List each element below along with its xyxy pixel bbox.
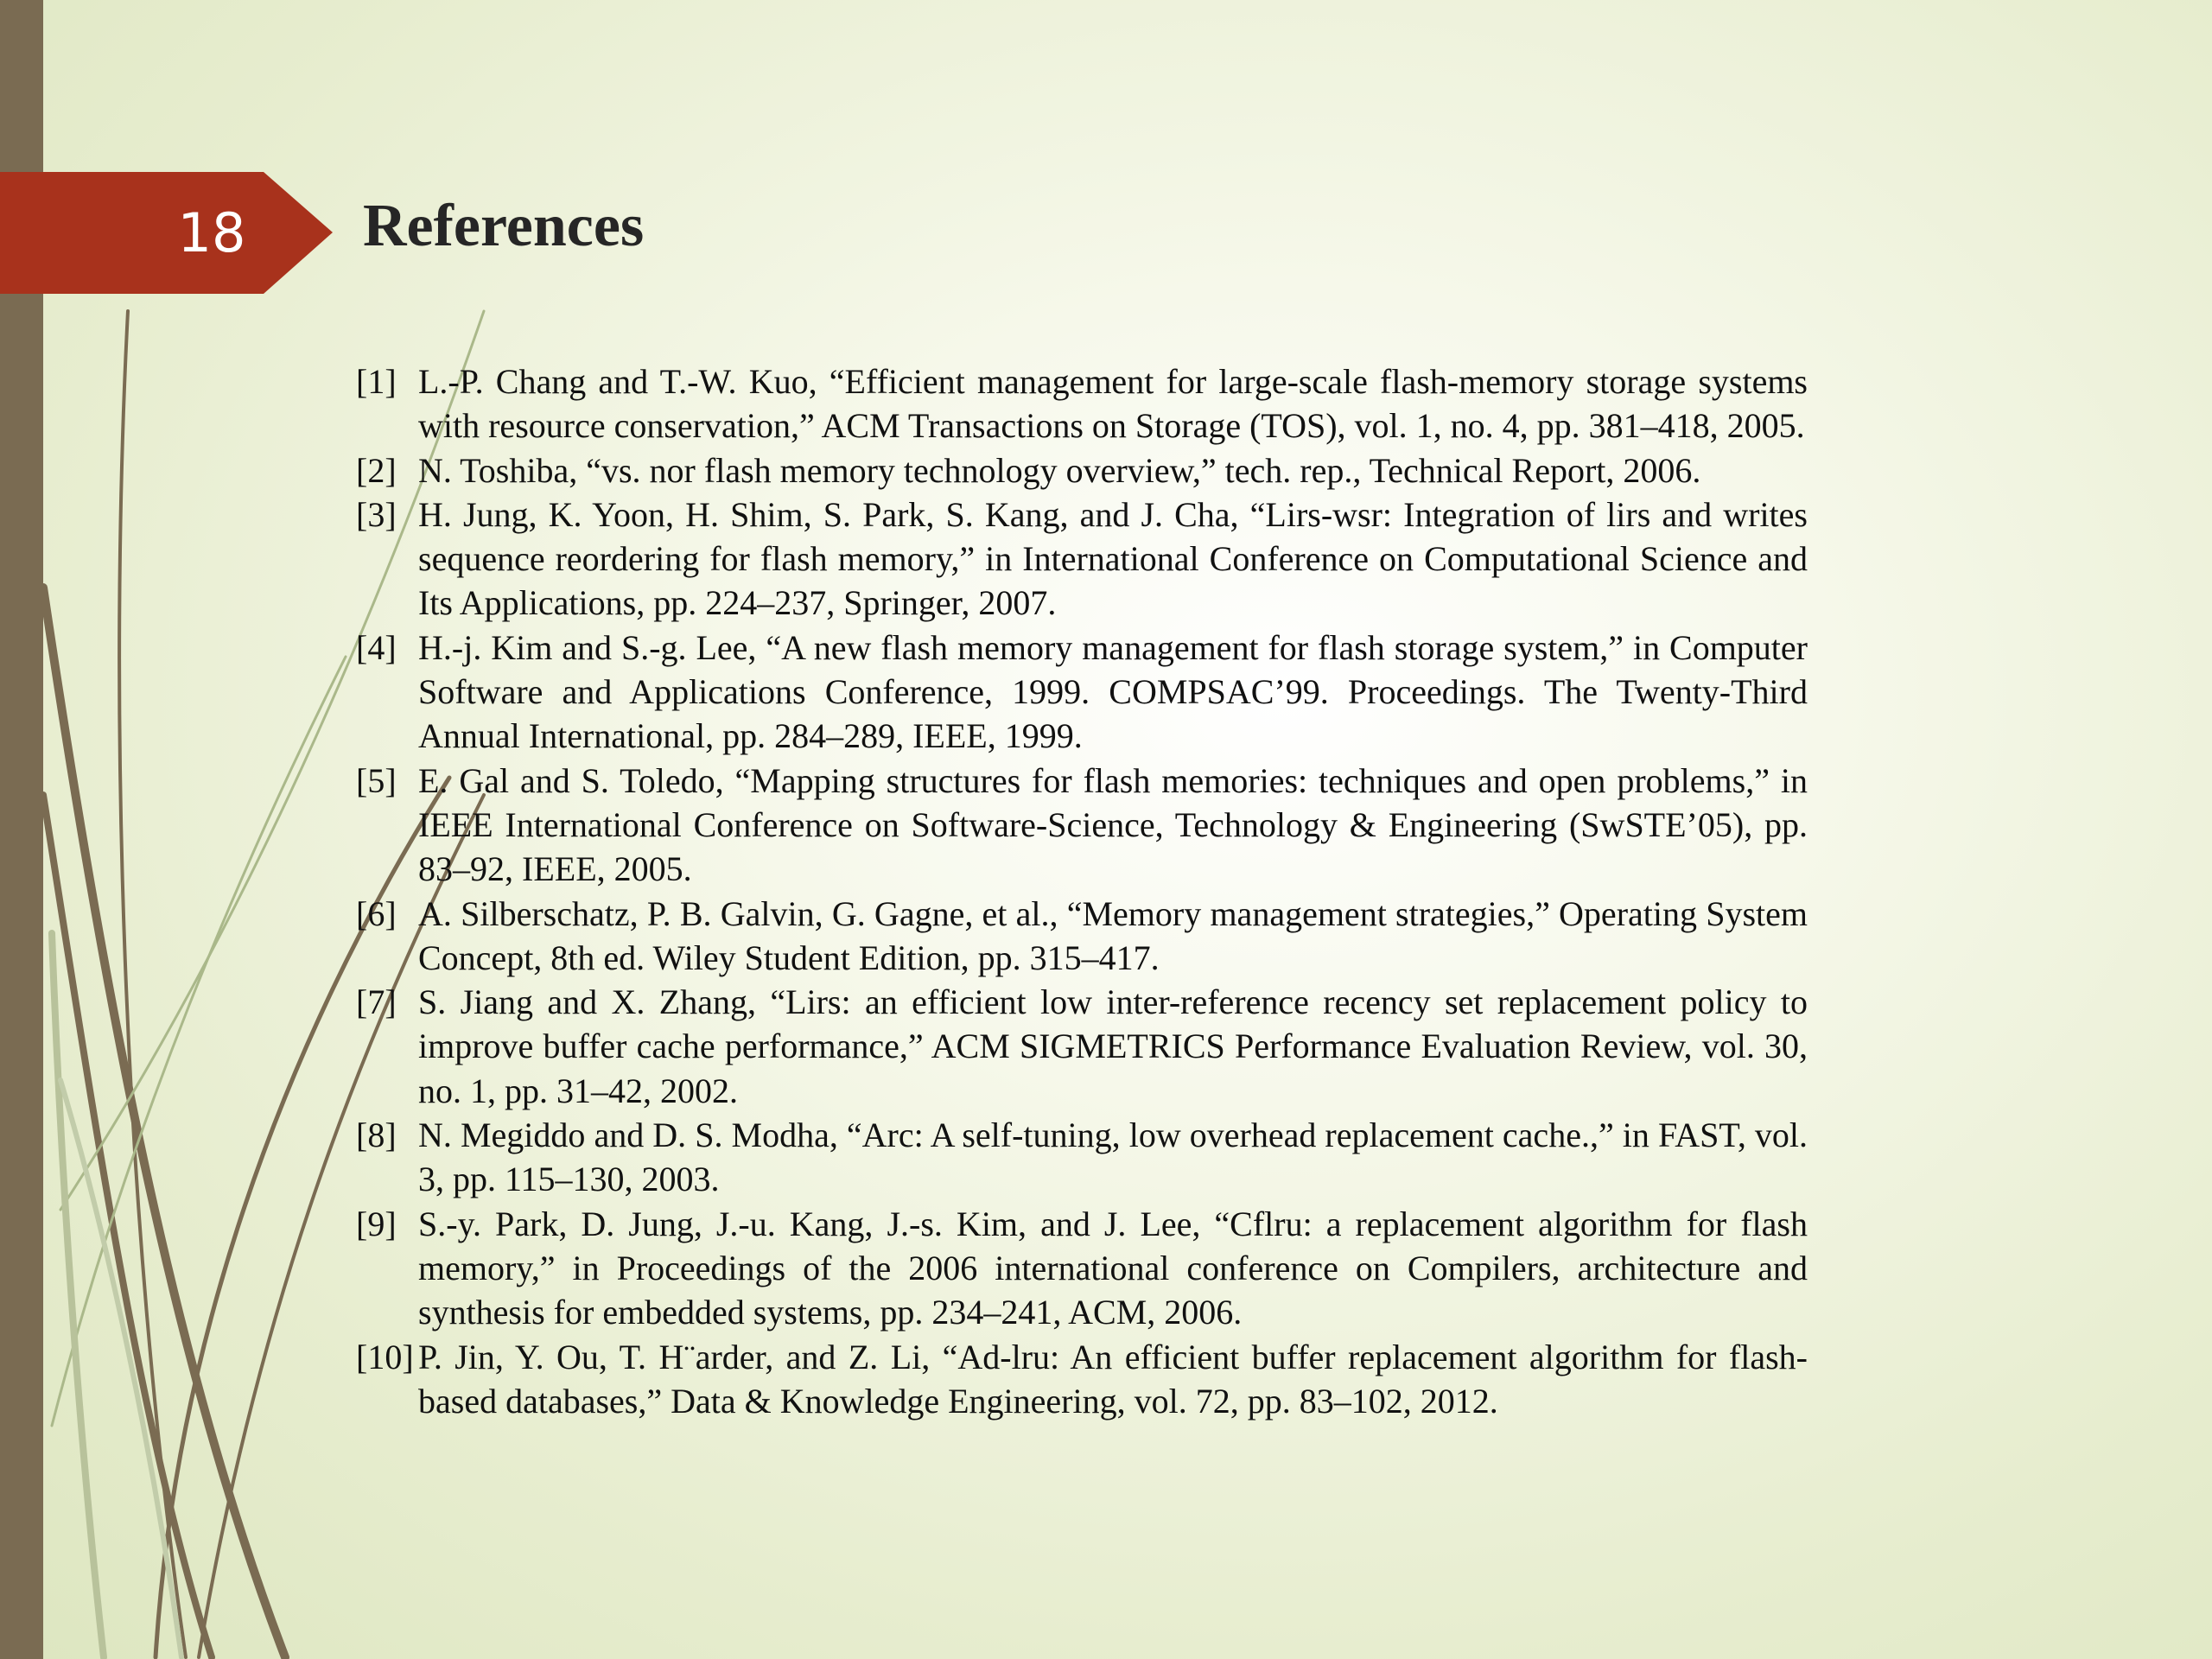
reference-item bbox=[356, 759, 1808, 892]
reference-item bbox=[356, 1335, 1808, 1424]
reference-number: [5] bbox=[356, 760, 397, 800]
reference-text: A. Silberschatz, P. B. Galvin, G. Gagne, et al., “Memory management strategies,” Operating System Concept, 8th ed. Wiley Student Edition, pp. 315–417. bbox=[418, 893, 1808, 977]
reference-number: [4] bbox=[356, 627, 397, 667]
reference-item bbox=[356, 892, 1808, 981]
reference-text: N. Toshiba, “vs. nor flash memory technology overview,” tech. rep., Technical Report, 2006. bbox=[418, 450, 1701, 490]
reference-number: [3] bbox=[356, 494, 397, 534]
reference-item bbox=[356, 359, 1808, 448]
reference-list bbox=[356, 359, 1808, 1423]
reference-number: [10] bbox=[356, 1337, 414, 1376]
reference-item bbox=[356, 1202, 1808, 1335]
reference-number: [6] bbox=[356, 893, 397, 933]
reference-text: S. Jiang and X. Zhang, “Lirs: an efficient low inter-reference recency set replacement policy to improve buffer cache performance,” ACM SIGMETRICS Performance Evaluation Review, vol. 30, no. 1, pp. 31–42, 2002. bbox=[418, 982, 1808, 1110]
reference-text: L.-P. Chang and T.-W. Kuo, “Efficient management for large-scale flash-memory storage systems with resource conservation,” ACM Transactions on Storage (TOS), vol. 1, no. 4, pp. 381–418, 2005. bbox=[418, 362, 1808, 446]
grass-stroke bbox=[52, 933, 104, 1657]
reference-item bbox=[356, 493, 1808, 626]
reference-text: H. Jung, K. Yoon, H. Shim, S. Park, S. Kang, and J. Cha, “Lirs-wsr: Integration of lirs and writes sequence reordering for flash memory,” in International Conference on Computational Science and Its Applications, pp. 224–237, Springer, 2007. bbox=[418, 494, 1808, 623]
reference-text: E. Gal and S. Toledo, “Mapping structures for flash memories: techniques and open problems,” in IEEE International Conference on Software-Science, Technology & Engineering (SwSTE’05), pp. 83–92, IEEE, 2005. bbox=[418, 760, 1808, 889]
reference-number: [1] bbox=[356, 362, 397, 401]
reference-item bbox=[356, 448, 1808, 493]
grass-stroke bbox=[119, 311, 186, 1657]
slide-title: References bbox=[363, 193, 645, 259]
reference-text: N. Megiddo and D. S. Modha, “Arc: A self-tuning, low overhead replacement cache.,” in FAST, vol. 3, pp. 115–130, 2003. bbox=[418, 1116, 1808, 1199]
reference-item bbox=[356, 980, 1808, 1113]
reference-text: H.-j. Kim and S.-g. Lee, “A new flash memory management for flash storage system,” in Computer Software and Applications Conference, 1999. COMPSAC’99. Proceedings. The Twenty-Third Annual International, pp. 284–289, IEEE, 1999. bbox=[418, 627, 1808, 756]
reference-text: P. Jin, Y. Ou, T. H¨arder, and Z. Li, “Ad-lru: An efficient buffer replacement algorithm for flash-based databases,” Data & Knowledge Engineering, vol. 72, pp. 83–102, 2012. bbox=[418, 1337, 1808, 1421]
slide-number: 18 bbox=[177, 201, 246, 264]
reference-number: [9] bbox=[356, 1204, 397, 1243]
reference-number: [8] bbox=[356, 1116, 397, 1155]
reference-number: [7] bbox=[356, 982, 397, 1022]
reference-number: [2] bbox=[356, 450, 397, 490]
grass-stroke bbox=[52, 657, 346, 1426]
reference-item bbox=[356, 626, 1808, 759]
reference-item bbox=[356, 1113, 1808, 1202]
slide-number-badge bbox=[0, 172, 333, 294]
reference-text: S.-y. Park, D. Jung, J.-u. Kang, J.-s. Kim, and J. Lee, “Cflru: a replacement algorithm for flash memory,” in Proceedings of the 2006 international conference on Compilers, architecture and synthesis for embedded systems, pp. 234–241, ACM, 2006. bbox=[418, 1204, 1808, 1332]
